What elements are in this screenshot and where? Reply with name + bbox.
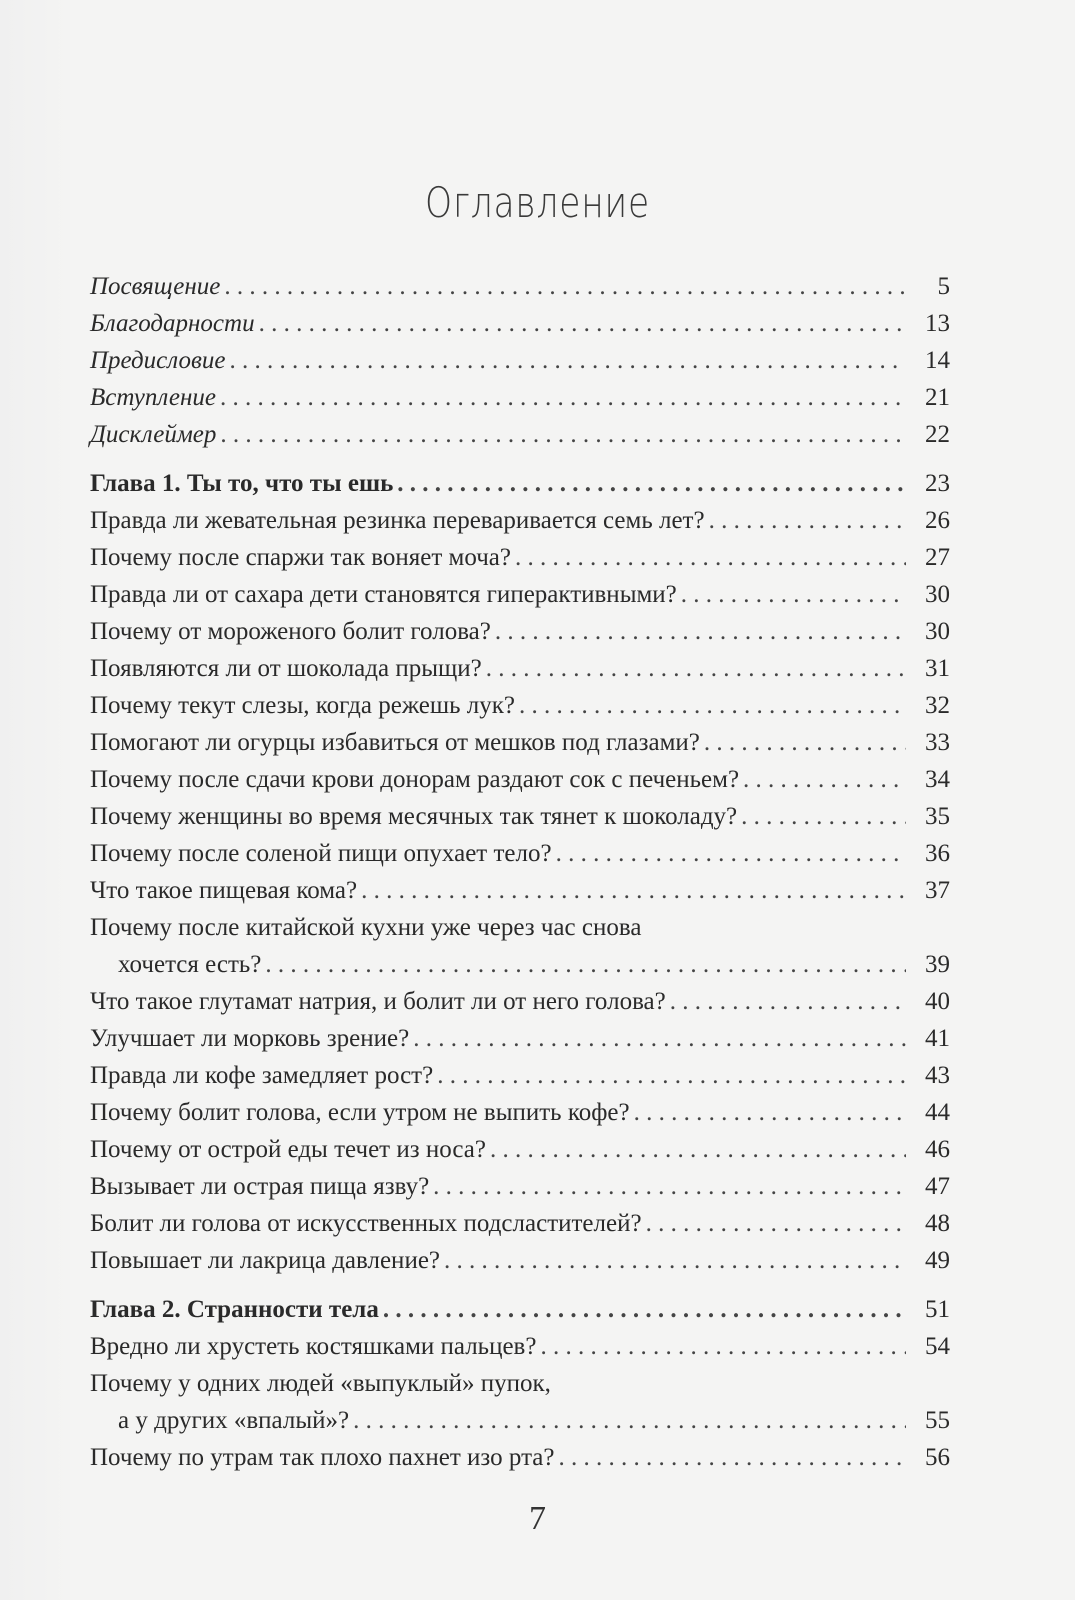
toc-entry [90,909,950,946]
toc-entry [90,1365,950,1402]
toc-entry [90,613,950,650]
toc-entry-label: Правда ли от сахара дети становятся гиперактивными? [90,581,677,608]
toc-entry-label: Появляются ли от шоколада прыщи? [90,655,482,682]
toc-entry-page: 26 [925,507,950,534]
toc-entry-label: Правда ли кофе замедляет рост? [90,1062,434,1089]
page-number: 7 [529,1500,546,1537]
table-of-contents [90,268,950,1476]
toc-entry [90,416,950,453]
toc-entry-label: Почему по утрам так плохо пахнет изо рта? [90,1444,555,1471]
toc-entry-page: 48 [925,1210,950,1237]
toc-entry-page: 40 [925,988,950,1015]
toc-leader-dots [681,576,906,613]
toc-entry-label: Правда ли жевательная резинка переваривается семь лет? [90,507,705,534]
toc-leader-dots [437,1057,906,1094]
toc-entry-page: 31 [925,655,950,682]
toc-entry [90,946,950,983]
toc-entry [90,342,950,379]
toc-leader-dots [224,268,906,305]
toc-entry [90,1094,950,1131]
toc-entry-page: 51 [925,1296,950,1323]
toc-leader-dots [220,379,906,416]
toc-leader-dots [229,342,906,379]
toc-entry [90,1057,950,1094]
toc-entry-label: Почему текут слезы, когда режешь лук? [90,692,515,719]
toc-entry-label: Глава 1. Ты то, что ты ешь [90,470,394,497]
toc-entry [90,1439,950,1476]
toc-entry-label: Болит ли голова от искусственных подсластителей? [90,1210,642,1237]
toc-entry [90,687,950,724]
toc-entry-page: 47 [925,1173,950,1200]
toc-entry-label: Повышает ли лакрица давление? [90,1247,441,1274]
toc-entry-page: 43 [925,1062,950,1089]
toc-leader-dots [413,1020,906,1057]
toc-entry [90,305,950,342]
toc-entry-label: Почему после спаржи так воняет моча? [90,544,511,571]
toc-entry [90,983,950,1020]
toc-entry-label: Почему у одних людей «выпуклый» пупок, [90,1370,551,1397]
toc-entry [90,379,950,416]
toc-entry-page: 21 [925,384,950,411]
toc-entry [90,1020,950,1057]
toc-entry-label: Почему после китайской кухни уже через час снова [90,914,642,941]
toc-entry-page: 34 [925,766,950,793]
toc-entry [90,268,950,305]
toc-entry-page: 22 [925,421,950,448]
toc-entry [90,502,950,539]
page-title: Оглавление [424,178,651,227]
toc-leader-dots [540,1328,906,1365]
toc-entry-label: Дисклеймер [90,421,217,448]
toc-entry-label: Почему женщины во время месячных так тянет к шоколаду? [90,803,738,830]
toc-entry-label: Посвящение [90,273,221,300]
toc-leader-dots [259,305,906,342]
toc-leader-dots [741,798,906,835]
toc-entry-label: Почему от острой еды течет из носа? [90,1136,486,1163]
toc-entry-label: Вступление [90,384,217,411]
toc-entry-label: Что такое глутамат натрия, и болит ли от него голова? [90,988,666,1015]
toc-entry-page: 36 [925,840,950,867]
toc-entry-page: 46 [925,1136,950,1163]
toc-leader-dots [646,1205,906,1242]
toc-entry-page: 23 [925,470,950,497]
toc-entry [90,539,950,576]
toc-entry-page: 30 [925,618,950,645]
toc-leader-dots [670,983,906,1020]
toc-entry [90,724,950,761]
toc-leader-dots [397,465,906,502]
toc-leader-dots [704,724,906,761]
toc-entry-page: 30 [925,581,950,608]
toc-leader-dots [556,835,906,872]
toc-entry-label: Улучшает ли морковь зрение? [90,1025,410,1052]
toc-chapter-entry [90,465,950,502]
toc-entry-label: Помогают ли огурцы избавиться от мешков под глазами? [90,729,700,756]
toc-entry-page: 56 [925,1444,950,1471]
toc-entry-page: 13 [925,310,950,337]
toc-entry-page: 35 [925,803,950,830]
toc-entry-label: Почему от мороженого болит голова? [90,618,491,645]
toc-entry-page: 32 [925,692,950,719]
toc-entry-page: 5 [937,273,950,300]
toc-entry-page: 39 [925,951,950,978]
toc-entry [90,1242,950,1279]
toc-entry [90,835,950,872]
toc-entry-page: 49 [925,1247,950,1274]
toc-leader-dots [559,1439,906,1476]
toc-entry-label: Глава 2. Странности тела [90,1296,379,1323]
toc-entry-label: Вредно ли хрустеть костяшками пальцев? [90,1333,537,1360]
toc-entry [90,761,950,798]
toc-entry [90,650,950,687]
toc-entry-label: Благодарности [90,310,255,337]
toc-entry-label: а у других «впалый»? [118,1407,350,1434]
toc-entry [90,798,950,835]
toc-entry-page: 14 [925,347,950,374]
toc-entry-page: 54 [925,1333,950,1360]
toc-leader-dots [495,613,906,650]
toc-entry-label: Почему болит голова, если утром не выпить кофе? [90,1099,630,1126]
toc-leader-dots [634,1094,906,1131]
page-binding-edge [0,0,70,1600]
toc-leader-dots [743,761,906,798]
toc-leader-dots [220,416,906,453]
toc-entry [90,1402,950,1439]
toc-leader-dots [490,1131,906,1168]
toc-entry-label: Предисловие [90,347,226,374]
toc-leader-dots [486,650,906,687]
toc-leader-dots [361,872,906,909]
toc-entry [90,1131,950,1168]
toc-entry-label: хочется есть? [118,951,262,978]
toc-entry-page: 37 [925,877,950,904]
toc-leader-dots [265,946,906,983]
toc-entry [90,1328,950,1365]
toc-entry-page: 41 [925,1025,950,1052]
toc-entry [90,1168,950,1205]
toc-leader-dots [433,1168,906,1205]
toc-chapter-entry [90,1291,950,1328]
toc-entry-page: 27 [925,544,950,571]
toc-entry [90,872,950,909]
toc-leader-dots [444,1242,906,1279]
toc-entry-page: 55 [925,1407,950,1434]
toc-entry [90,1205,950,1242]
toc-leader-dots [353,1402,906,1439]
toc-entry-page: 33 [925,729,950,756]
toc-entry-page: 44 [925,1099,950,1126]
toc-leader-dots [709,502,906,539]
toc-entry-label: Почему после соленой пищи опухает тело? [90,840,552,867]
toc-entry [90,576,950,613]
toc-entry-label: Что такое пищевая кома? [90,877,358,904]
toc-leader-dots [515,539,906,576]
toc-entry-label: Почему после сдачи крови донорам раздают сок с печеньем? [90,766,740,793]
toc-leader-dots [519,687,906,724]
toc-leader-dots [383,1291,906,1328]
toc-entry-label: Вызывает ли острая пища язву? [90,1173,430,1200]
